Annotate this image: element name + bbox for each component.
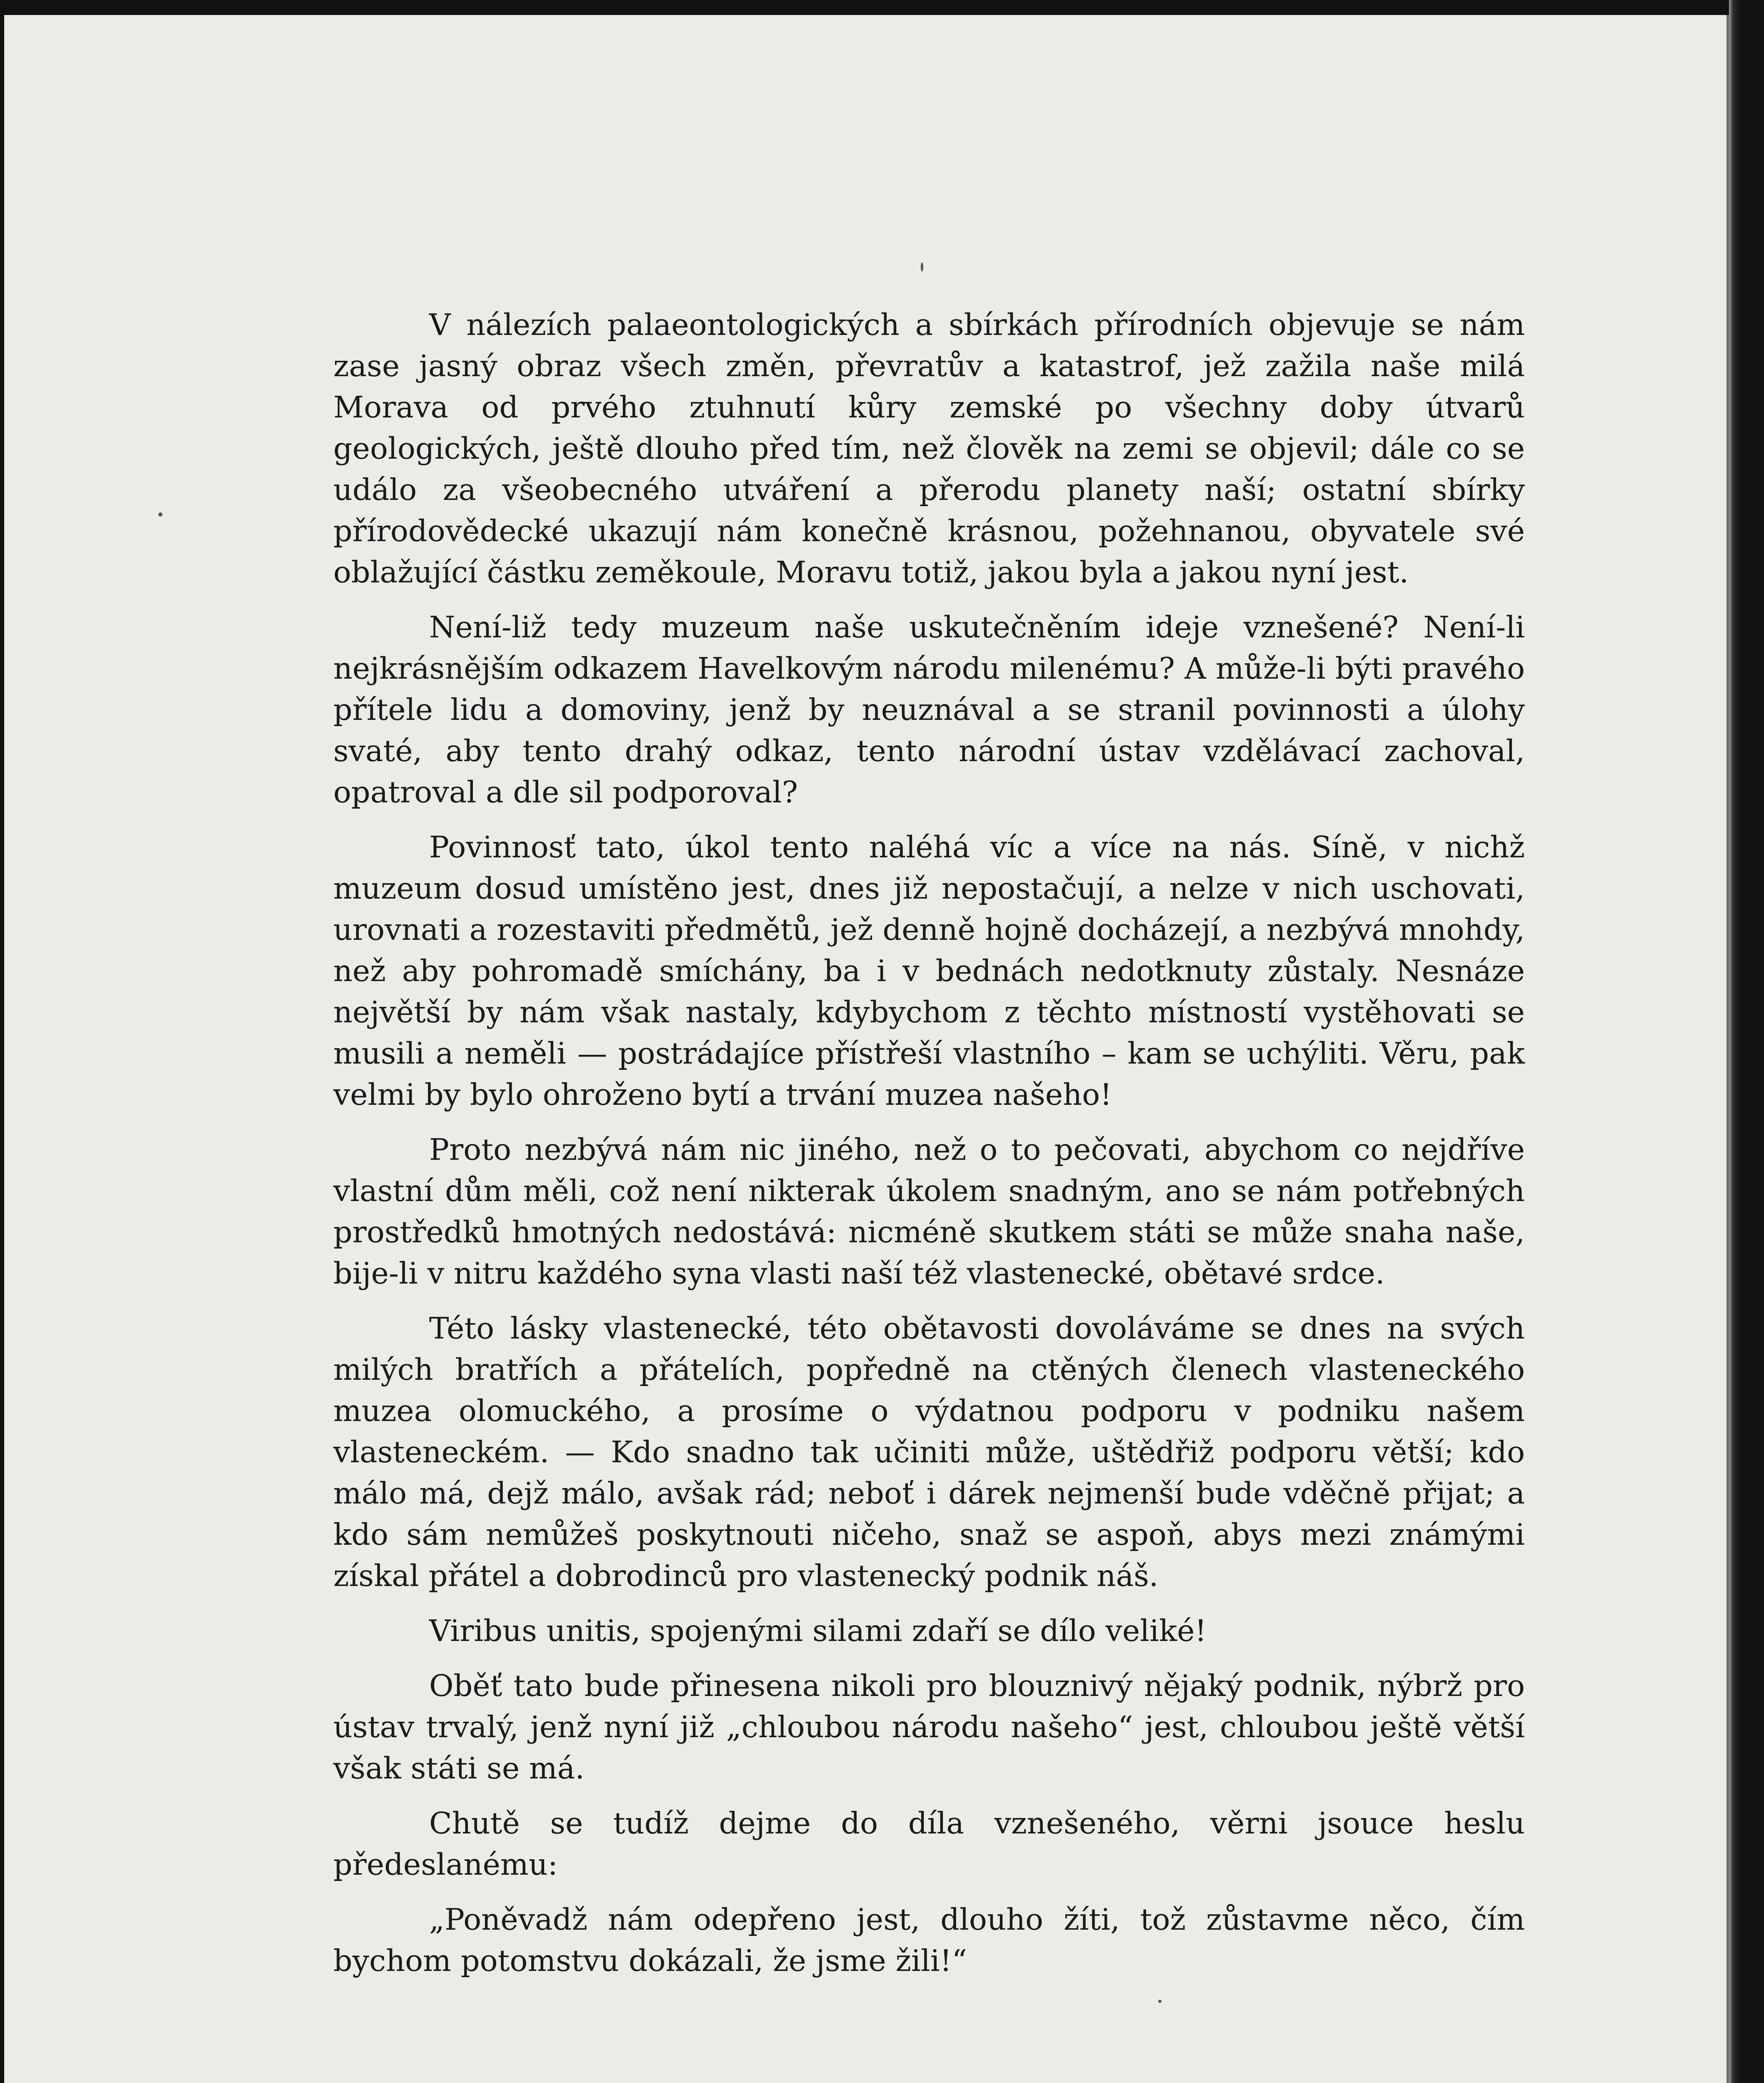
paragraph: Viribus unitis, spojenými silami zdaří se dílo veliké! <box>429 1613 1207 1648</box>
speck <box>1158 2000 1162 2003</box>
scan-border-top <box>0 0 1764 15</box>
speck <box>921 262 923 272</box>
scan-border-left <box>0 0 4 2083</box>
speck <box>158 512 162 517</box>
paragraph: Oběť tato bude přinesena nikoli pro blouznivý nějaký podnik, nýbrž pro ústav trvalý, jenž nyní již „chloubou národu našeho“ jest, chloubou ještě větší však státi se má. <box>333 1668 1525 1786</box>
paragraph: Této lásky vlastenecké, této obětavosti dovoláváme se dnes na svých milých bratřích a přátelích, popředně na ctěných členech vlasteneckého muzea olomuckého, a prosíme o výdatnou podporu v podniku našem vlasteneckém. — Kdo snadno tak učiniti může, uštědřiž podporu větší; kdo málo má, dejž málo, avšak rád; neboť i dárek nejmenší bude vděčně přijat; a kdo sám nemůžeš poskytnouti ničeho, snaž se aspoň, abys mezi známými získal přátel a dobrodinců pro vlastenecký podnik náš. <box>333 1311 1525 1593</box>
paragraph: „Poněvadž nám odepřeno jest, dlouho žíti, tož zůstavme něco, čím bychom potomstvu dokázali, že jsme žili!“ <box>333 1902 1525 1978</box>
scan-border-right <box>1729 0 1764 2083</box>
paragraph: Proto nezbývá nám nic jiného, než o to pečovati, abychom co nejdříve vlastní dům měli, což není nikterak úkolem snadným, ano se nám potřebných prostředků hmotných nedostává: nicméně skutkem státi se může snaha naše, bije-li v nitru každého syna vlasti naší též vlastenecké, obětavé srdce. <box>333 1132 1525 1291</box>
paragraph: Povinnosť tato, úkol tento naléhá víc a více na nás. Síně, v nichž muzeum dosud umístěno jest, dnes již nepostačují, a nelze v nich uschovati, urovnati a rozestaviti předmětů, jež denně hojně docházejí, a nezbývá mnohdy, než aby pohromadě smíchány, ba i v bednách nedotknuty zůstaly. Nesnáze největší by nám však nastaly, kdybychom z těchto místností vystěhovati se musili a neměli — postrádajíce přístřeší vlastního – kam se uchýliti. Věru, pak velmi by bylo ohroženo bytí a trvání muzea našeho! <box>333 830 1525 1112</box>
page-body <box>333 304 1525 1995</box>
paragraph: Chutě se tudíž dejme do díla vznešeného, věrni jsouce heslu předeslanému: <box>333 1806 1525 1882</box>
paragraph: V nálezích palaeontologických a sbírkách přírodních objevuje se nám zase jasný obraz všech změn, převratův a katastrof, jež zažila naše milá Morava od prvého ztuhnutí kůry zemské po všechny doby útvarů geologických, ještě dlouho před tím, než člověk na zemi se objevil; dále co se událo za všeobecného utváření a přerodu planety naší; ostatní sbírky přírodovědecké ukazují nám konečně krásnou, požehnanou, obyvatele své oblažující částku zeměkoule, Moravu totiž, jakou byla a jakou nyní jest. <box>333 307 1525 589</box>
paragraph: Není-liž tedy muzeum naše uskutečněním ideje vznešené? Není-li nejkrásnějším odkazem Havelkovým národu milenému? A může-li býti pravého přítele lidu a domoviny, jenž by neuznával a se stranil povinnosti a úlohy svaté, aby tento drahý odkaz, tento národní ústav vzdělávací zachoval, opatroval a dle sil podporoval? <box>333 610 1525 809</box>
